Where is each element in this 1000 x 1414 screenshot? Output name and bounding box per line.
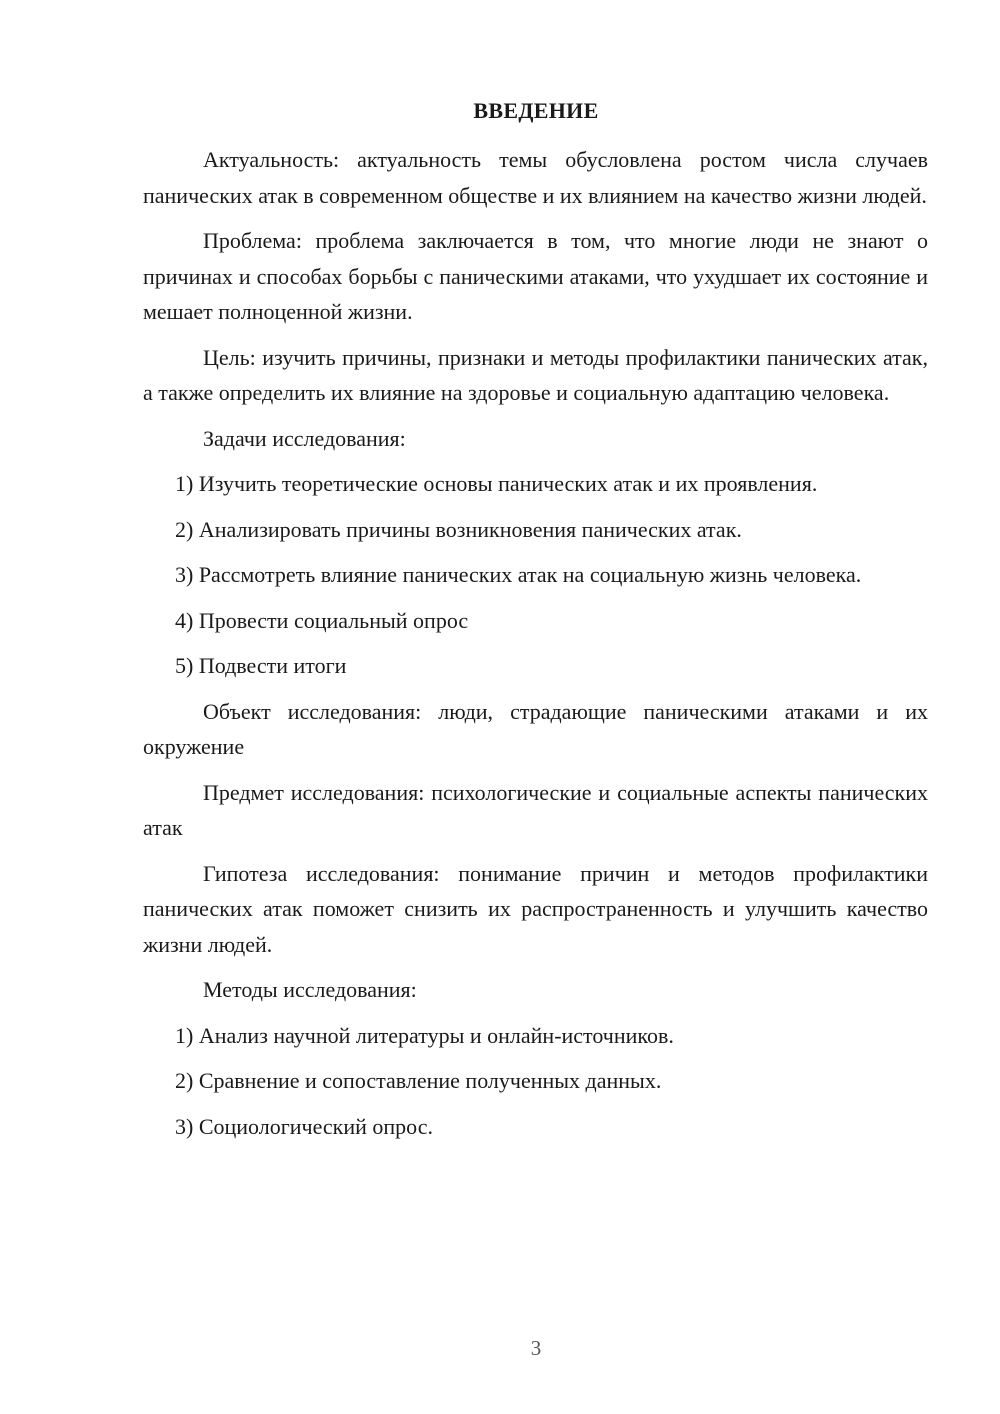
task-item: 3) Рассмотреть влияние панических атак на социальную жизнь человека. xyxy=(175,562,862,587)
task-item: 2) Анализировать причины возникновения панических атак. xyxy=(175,516,742,542)
paragraph-tasks-heading: Задачи исследования: xyxy=(203,425,406,451)
paragraph-problem: Проблема: проблема заключается в том, что многие люди не знают о причинах и способах борьбы с паническими атаками, что ухудшает их состояние и мешает полноценной жизни. xyxy=(143,228,928,324)
method-item: 1) Анализ научной литературы и онлайн-источников. xyxy=(175,1022,674,1048)
task-item: 1) Изучить теоретические основы панических атак и их проявления. xyxy=(175,471,818,496)
page-title: ВВЕДЕНИЕ xyxy=(473,98,599,123)
method-item: 2) Сравнение и сопоставление полученных данных. xyxy=(175,1068,662,1093)
paragraph-subject: Предмет исследования: психологические и социальные аспекты панических атак xyxy=(143,779,928,840)
paragraph-relevance: Актуальность: актуальность темы обусловлена ростом числа случаев панических атак в современном обществе и их влиянием на качество жизни людей. xyxy=(143,147,928,208)
document-body xyxy=(143,142,928,1154)
paragraph-hypothesis: Гипотеза исследования: понимание причин и методов профилактики панических атак поможет снизить их распространенность и улучшить качество жизни людей. xyxy=(143,860,928,957)
page-number: 3 xyxy=(530,1336,542,1360)
paragraph-methods-heading: Методы исследования: xyxy=(203,977,417,1002)
task-item: 5) Подвести итоги xyxy=(175,653,347,678)
task-item: 4) Провести социальный опрос xyxy=(175,607,469,633)
paragraph-object: Объект исследования: люди, страдающие паническими атаками и их окружение xyxy=(143,698,928,759)
method-item: 3) Социологический опрос. xyxy=(175,1113,433,1139)
paragraph-goal: Цель: изучить причины, признаки и методы профилактики панических атак, а также определить их влияние на здоровье и социальную адаптацию человека. xyxy=(143,344,928,405)
